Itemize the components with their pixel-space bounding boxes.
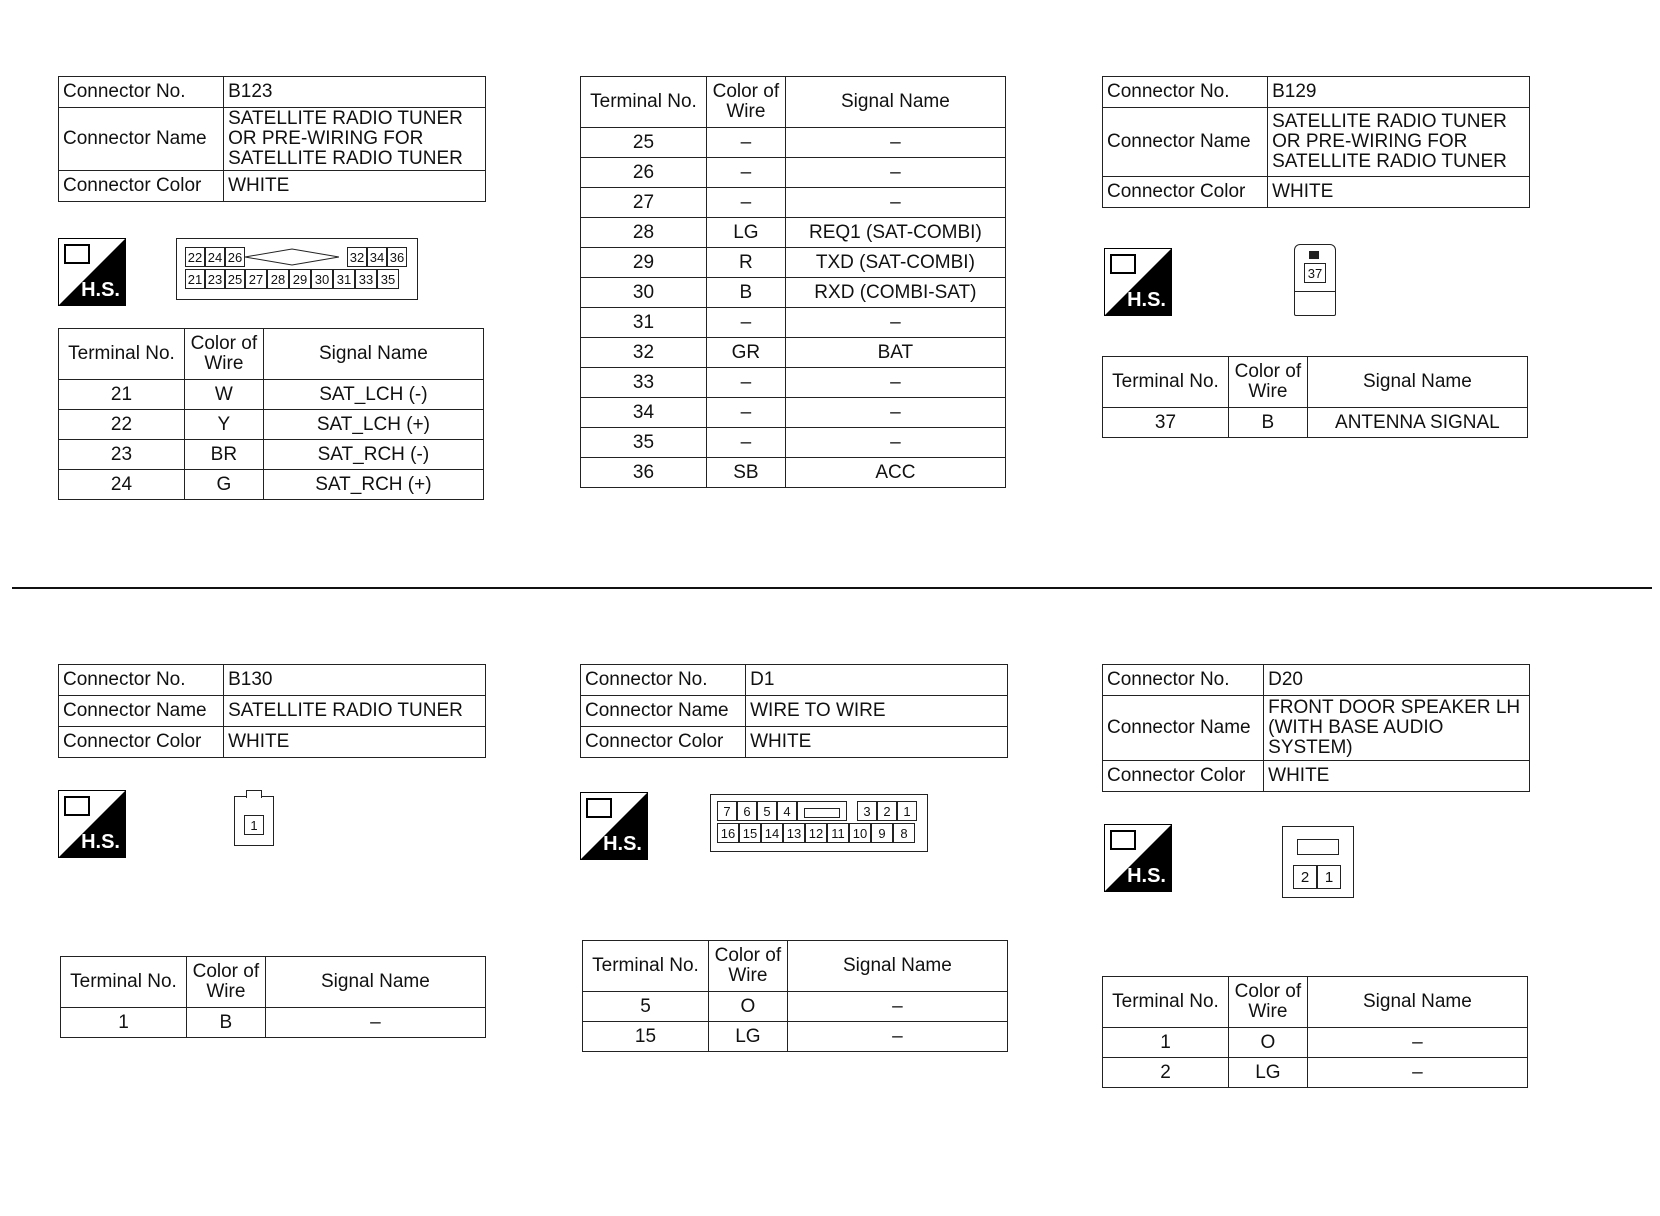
signal: SAT_LCH (+): [263, 410, 483, 440]
pin: 3: [857, 801, 877, 821]
b123-terminal-table: [58, 328, 484, 500]
pin: 16: [717, 823, 739, 843]
header-terminal: Terminal No.: [61, 957, 187, 1008]
wire-color: O: [708, 992, 787, 1022]
terminal: 24: [59, 470, 185, 500]
wire-color: –: [706, 368, 785, 398]
connector-color: WHITE: [1268, 177, 1530, 208]
harness-side-icon: [1104, 824, 1172, 892]
keyway-icon: [797, 801, 847, 821]
d1-info-table: [580, 664, 1008, 758]
pin: 30: [311, 269, 333, 289]
table-row: [583, 1022, 1008, 1052]
signal: –: [785, 128, 1005, 158]
b123-connector-face: [176, 238, 418, 300]
header-signal: Signal Name: [265, 957, 485, 1008]
pin: 1: [1317, 865, 1341, 889]
latch-icon: [246, 790, 262, 798]
table-row: [581, 128, 1006, 158]
table-row: [581, 188, 1006, 218]
header-signal: Signal Name: [785, 77, 1005, 128]
wire-color: B: [186, 1008, 265, 1038]
terminal: 36: [581, 458, 707, 488]
terminal: 26: [581, 158, 707, 188]
terminal: 2: [1103, 1058, 1229, 1088]
signal: RXD (COMBI-SAT): [785, 278, 1005, 308]
label: Connector Color: [1103, 177, 1268, 208]
pin: 11: [827, 823, 849, 843]
signal: –: [787, 1022, 1007, 1052]
table-row: [581, 368, 1006, 398]
b129-info-table: [1102, 76, 1530, 208]
wire-color: R: [706, 248, 785, 278]
connector-color: WHITE: [224, 171, 486, 202]
wire-color: LG: [1228, 1058, 1307, 1088]
header-color: Color of Wire: [186, 957, 265, 1008]
wire-color: –: [706, 128, 785, 158]
signal: –: [787, 992, 1007, 1022]
header-terminal: Terminal No.: [59, 329, 185, 380]
header-color: Color of Wire: [706, 77, 785, 128]
pin: 15: [739, 823, 761, 843]
pin: 6: [737, 801, 757, 821]
wire-color: –: [706, 308, 785, 338]
table-row: [61, 1008, 486, 1038]
pin: 33: [355, 269, 377, 289]
header-color: Color of Wire: [1228, 977, 1307, 1028]
signal: ACC: [785, 458, 1005, 488]
section-divider: [12, 587, 1652, 589]
signal: –: [785, 428, 1005, 458]
d20-info-table: [1102, 664, 1530, 792]
terminal: 1: [61, 1008, 187, 1038]
header-terminal: Terminal No.: [581, 77, 707, 128]
terminal: 21: [59, 380, 185, 410]
wire-color: LG: [708, 1022, 787, 1052]
keyway-icon: [245, 247, 339, 267]
terminal: 22: [59, 410, 185, 440]
label: Connector Color: [59, 171, 224, 202]
hs-label: H.S.: [603, 833, 642, 855]
signal: –: [785, 188, 1005, 218]
b123-info-table: [58, 76, 486, 202]
hs-label: H.S.: [81, 831, 120, 853]
connector-name: SATELLITE RADIO TUNER OR PRE-WIRING FOR SATELLITE RADIO TUNER: [224, 108, 486, 171]
wire-color: –: [706, 188, 785, 218]
table-row: [1103, 408, 1528, 438]
pin: 21: [185, 269, 205, 289]
d1-connector-face: [710, 794, 928, 852]
d1-terminal-table: [582, 940, 1008, 1052]
table-row: [581, 338, 1006, 368]
pin: 28: [267, 269, 289, 289]
connector-color: WHITE: [224, 727, 486, 758]
label: Connector Color: [581, 727, 746, 758]
wire-color: W: [184, 380, 263, 410]
table-row: [59, 410, 484, 440]
signal: –: [785, 368, 1005, 398]
table-row: [581, 278, 1006, 308]
wire-color: SB: [706, 458, 785, 488]
table-row: [581, 158, 1006, 188]
table-row: [59, 470, 484, 500]
pin: 35: [377, 269, 399, 289]
hs-label: H.S.: [1127, 865, 1166, 887]
pin: 34: [367, 247, 387, 267]
b129-terminal-table: [1102, 356, 1528, 438]
label: Connector No.: [1103, 77, 1268, 108]
signal: –: [785, 158, 1005, 188]
table-row: [59, 380, 484, 410]
pin: 8: [893, 823, 915, 843]
keyway-icon: [1297, 839, 1339, 855]
wire-color: –: [706, 428, 785, 458]
terminal: 34: [581, 398, 707, 428]
pin: 27: [245, 269, 267, 289]
harness-side-icon: [58, 238, 126, 306]
connector-no: B123: [224, 77, 486, 108]
header-signal: Signal Name: [1307, 357, 1527, 408]
connector-no: B129: [1268, 77, 1530, 108]
label: Connector No.: [59, 77, 224, 108]
label: Connector Name: [59, 696, 224, 727]
label: Connector Name: [1103, 696, 1264, 761]
connector-no: D1: [746, 665, 1008, 696]
signal: –: [265, 1008, 485, 1038]
label: Connector Name: [1103, 108, 1268, 177]
header-signal: Signal Name: [1307, 977, 1527, 1028]
b130-connector-face: [234, 796, 274, 846]
connector-name: SATELLITE RADIO TUNER OR PRE-WIRING FOR SATELLITE RADIO TUNER: [1268, 108, 1530, 177]
b129-connector-face: [1294, 244, 1336, 316]
d20-connector-face: [1282, 826, 1354, 898]
terminal: 1: [1103, 1028, 1229, 1058]
terminal: 27: [581, 188, 707, 218]
b130-info-table: [58, 664, 486, 758]
pin: 31: [333, 269, 355, 289]
terminal: 32: [581, 338, 707, 368]
table-row: [59, 440, 484, 470]
table-row: [581, 218, 1006, 248]
connector-color: WHITE: [746, 727, 1008, 758]
pin: 5: [757, 801, 777, 821]
connector-no: B130: [224, 665, 486, 696]
header-color: Color of Wire: [708, 941, 787, 992]
signal: SAT_LCH (-): [263, 380, 483, 410]
label: Connector Color: [59, 727, 224, 758]
pin: 37: [1304, 263, 1326, 283]
header-color: Color of Wire: [1228, 357, 1307, 408]
wire-color: Y: [184, 410, 263, 440]
terminal: 37: [1103, 408, 1229, 438]
pin: 13: [783, 823, 805, 843]
header-terminal: Terminal No.: [1103, 977, 1229, 1028]
pin: 2: [877, 801, 897, 821]
signal: –: [1307, 1028, 1527, 1058]
divider-line: [1295, 291, 1335, 292]
signal: SAT_RCH (-): [263, 440, 483, 470]
table-row: [581, 248, 1006, 278]
pin: 10: [849, 823, 871, 843]
table-row: [581, 458, 1006, 488]
wire-color: O: [1228, 1028, 1307, 1058]
table-row: [1103, 1028, 1528, 1058]
pin: 2: [1293, 865, 1317, 889]
label: Connector Name: [59, 108, 224, 171]
pin: 7: [717, 801, 737, 821]
label: Connector No.: [1103, 665, 1264, 696]
table-row: [1103, 1058, 1528, 1088]
connector-name: FRONT DOOR SPEAKER LH (WITH BASE AUDIO SYSTEM): [1264, 696, 1530, 761]
label: Connector Color: [1103, 761, 1264, 792]
table-row: [581, 308, 1006, 338]
terminal: 31: [581, 308, 707, 338]
harness-side-icon: [58, 790, 126, 858]
pin: 12: [805, 823, 827, 843]
pin: 29: [289, 269, 311, 289]
connector-no: D20: [1264, 665, 1530, 696]
signal: SAT_RCH (+): [263, 470, 483, 500]
pin: 14: [761, 823, 783, 843]
pin: 9: [871, 823, 893, 843]
connector-name: WIRE TO WIRE: [746, 696, 1008, 727]
label: Connector No.: [59, 665, 224, 696]
terminal: 30: [581, 278, 707, 308]
table-row: [581, 398, 1006, 428]
pin: 23: [205, 269, 225, 289]
wire-color: GR: [706, 338, 785, 368]
signal: ANTENNA SIGNAL: [1307, 408, 1527, 438]
header-signal: Signal Name: [263, 329, 483, 380]
wire-color: B: [706, 278, 785, 308]
hs-label: H.S.: [81, 279, 120, 301]
terminal: 15: [583, 1022, 709, 1052]
pin: 1: [897, 801, 917, 821]
signal: REQ1 (SAT-COMBI): [785, 218, 1005, 248]
signal: BAT: [785, 338, 1005, 368]
b130-terminal-table: [60, 956, 486, 1038]
wire-color: –: [706, 158, 785, 188]
pin: 4: [777, 801, 797, 821]
connector-name: SATELLITE RADIO TUNER: [224, 696, 486, 727]
signal: –: [785, 308, 1005, 338]
b123-continued-terminal-table: [580, 76, 1006, 488]
pin: 25: [225, 269, 245, 289]
label: Connector Name: [581, 696, 746, 727]
wire-color: B: [1228, 408, 1307, 438]
harness-side-icon: [580, 792, 648, 860]
label: Connector No.: [581, 665, 746, 696]
terminal: 23: [59, 440, 185, 470]
connector-color: WHITE: [1264, 761, 1530, 792]
pin: 36: [387, 247, 407, 267]
header-color: Color of Wire: [184, 329, 263, 380]
table-row: [581, 428, 1006, 458]
terminal: 25: [581, 128, 707, 158]
d20-terminal-table: [1102, 976, 1528, 1088]
table-row: [583, 992, 1008, 1022]
pin: 26: [225, 247, 245, 267]
signal: –: [1307, 1058, 1527, 1088]
terminal: 5: [583, 992, 709, 1022]
wire-color: –: [706, 398, 785, 428]
terminal: 29: [581, 248, 707, 278]
signal: TXD (SAT-COMBI): [785, 248, 1005, 278]
pin: 24: [205, 247, 225, 267]
wire-color: BR: [184, 440, 263, 470]
header-signal: Signal Name: [787, 941, 1007, 992]
hs-label: H.S.: [1127, 289, 1166, 311]
header-terminal: Terminal No.: [583, 941, 709, 992]
latch-icon: [1309, 251, 1319, 259]
signal: –: [785, 398, 1005, 428]
terminal: 28: [581, 218, 707, 248]
pin: 22: [185, 247, 205, 267]
harness-side-icon: [1104, 248, 1172, 316]
header-terminal: Terminal No.: [1103, 357, 1229, 408]
wire-color: LG: [706, 218, 785, 248]
terminal: 35: [581, 428, 707, 458]
terminal: 33: [581, 368, 707, 398]
pin: 1: [244, 815, 264, 835]
wire-color: G: [184, 470, 263, 500]
pin: 32: [347, 247, 367, 267]
